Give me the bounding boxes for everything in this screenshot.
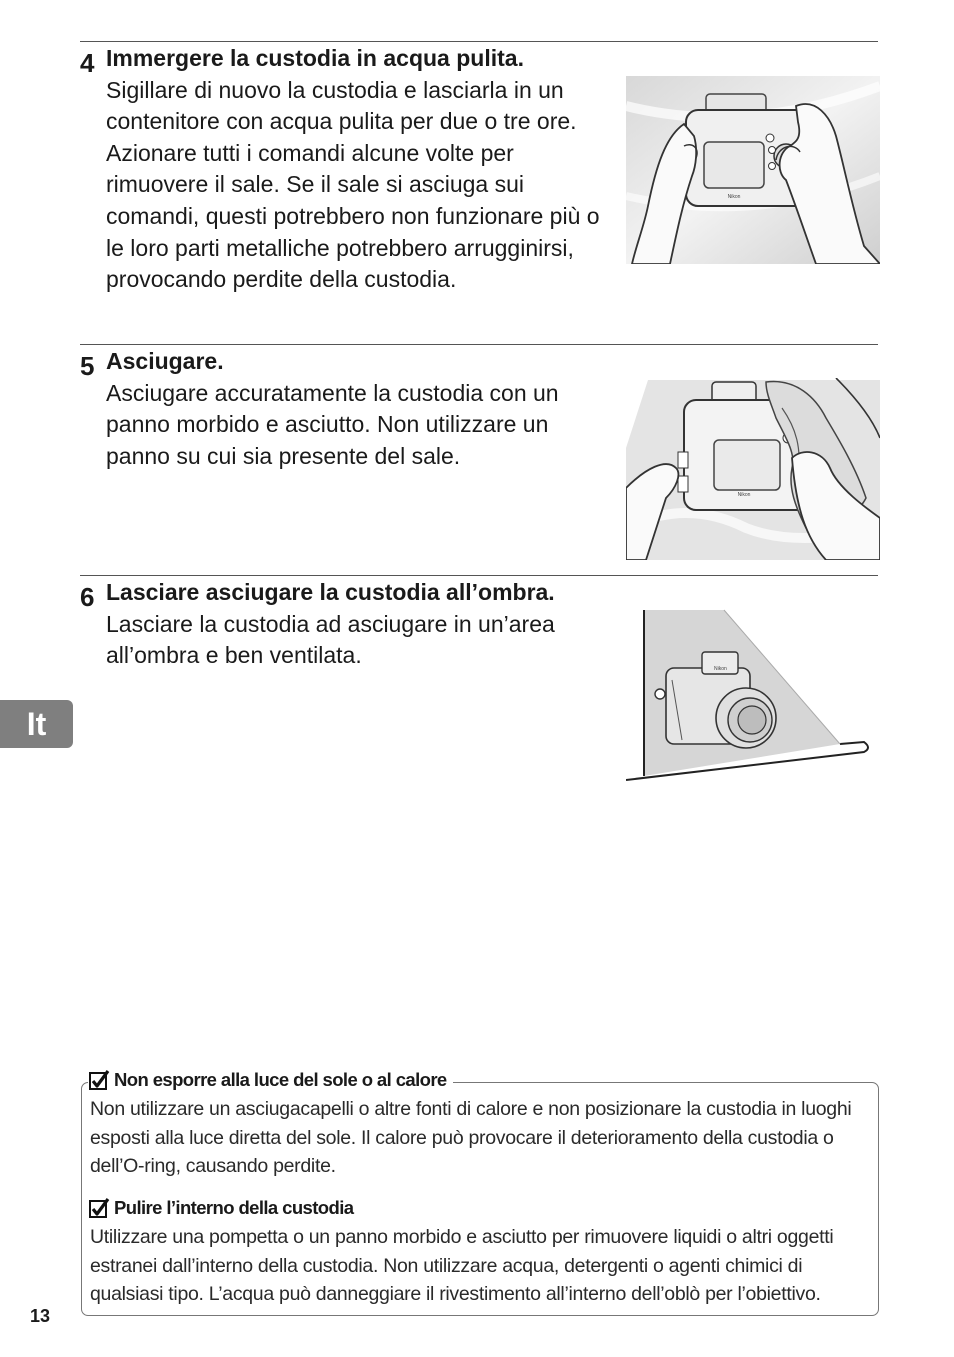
notes-box xyxy=(81,1069,879,1316)
note-text: Utilizzare una pompetta o un panno morbido e asciutto per rimuovere liquidi o altri oggetti estranei dall’interno della custodia. Non utilizzare acqua, detergenti o agenti chimici di qualsiasi tipo. L’acqua può danneggiare il rivestimento all’interno dell’oblò per l’obiettivo. xyxy=(90,1226,834,1306)
step-title: Asciugare. xyxy=(106,348,224,374)
note-heading xyxy=(88,1197,359,1219)
camera-housing-in-water-illustration xyxy=(626,76,880,264)
note-heading xyxy=(88,1069,453,1091)
brand-label: Nikon xyxy=(737,492,751,498)
step-divider xyxy=(80,41,878,42)
step-title: Immergere la custodia in acqua pulita. xyxy=(106,45,524,71)
checkmark-icon xyxy=(88,1069,110,1091)
note-title: Non esporre alla luce del sole o al calore xyxy=(114,1069,447,1090)
step-divider xyxy=(80,344,878,345)
step-body xyxy=(106,346,606,472)
step-text: Asciugare accuratamente la custodia con un panno morbido e asciutto. Non utilizzare un panno su cui sia presente del sale. xyxy=(106,379,559,469)
step-body xyxy=(106,577,606,672)
checkmark-icon xyxy=(88,1197,110,1219)
language-tab: It xyxy=(0,700,73,748)
step-title: Lasciare asciugare la custodia all’ombra. xyxy=(106,579,555,605)
housing-drying-in-shade-illustration xyxy=(626,608,880,784)
step-number: 4 xyxy=(80,48,94,78)
drying-housing-with-cloth-illustration xyxy=(626,378,880,560)
brand-label: Nikon xyxy=(714,666,727,672)
step-number: 6 xyxy=(80,582,94,612)
step-number: 5 xyxy=(80,351,94,381)
page-number: 13 xyxy=(30,1306,51,1326)
note-text: Non utilizzare un asciugacapelli o altre fonti di calore e non posizionare la custodia in luoghi esposti alla luce diretta del sole. Il calore può provocare il deterioramento della custodia o dell’O-ring, causando perdite. xyxy=(90,1098,852,1178)
step-text: Sigillare di nuovo la custodia e lasciarla in un contenitore con acqua pulita per due o tre ore. Azionare tutti i comandi alcune volte per rimuovere il sale. Se il sale si asciuga sui comandi, questi potrebbero non funzionare più o le loro parti metalliche potrebbero arrugginirsi, provocando perdite della custodia. xyxy=(106,76,600,293)
brand-label: Nikon xyxy=(727,194,741,200)
step-divider xyxy=(80,575,878,576)
step-body xyxy=(106,43,606,296)
step-text: Lasciare la custodia ad asciugare in un’area all’ombra e ben ventilata. xyxy=(106,610,555,669)
note-title: Pulire l’interno della custodia xyxy=(114,1197,354,1218)
